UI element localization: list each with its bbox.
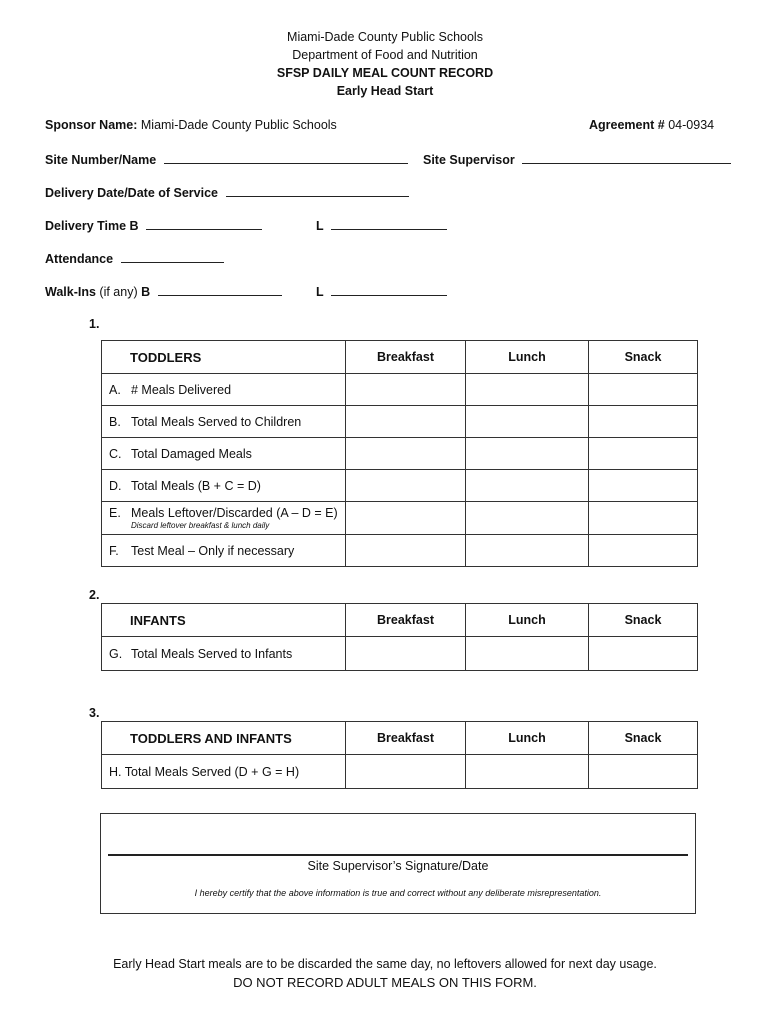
department-name: Department of Food and Nutrition <box>292 48 478 62</box>
lunch-cell[interactable] <box>466 637 589 671</box>
row-text: Total Meals (B + C = D) <box>131 478 261 493</box>
col-lunch: Lunch <box>466 341 589 374</box>
attendance-field <box>45 250 224 266</box>
walkins-label: Walk-Ins <box>45 285 96 299</box>
breakfast-cell[interactable] <box>346 535 466 567</box>
row-note: Discard leftover breakfast & lunch daily <box>131 521 270 530</box>
row-text: # Meals Delivered <box>131 382 232 397</box>
row-text: H. Total Meals Served (D + G = H) <box>109 764 300 779</box>
table-row <box>102 502 698 535</box>
breakfast-cell[interactable] <box>346 438 466 470</box>
col-lunch: Lunch <box>466 604 589 637</box>
col-lunch: Lunch <box>466 722 589 755</box>
combined-table <box>101 721 698 789</box>
breakfast-cell[interactable] <box>346 374 466 406</box>
snack-cell[interactable] <box>589 755 698 789</box>
lunch-cell[interactable] <box>466 374 589 406</box>
signature-line[interactable] <box>108 854 688 856</box>
col-snack: Snack <box>589 722 698 755</box>
supervisor-field <box>423 151 731 167</box>
breakfast-cell[interactable] <box>346 755 466 789</box>
attendance-input-line[interactable] <box>121 250 224 263</box>
delivery-time-l-field <box>316 217 447 233</box>
table-row <box>102 755 698 789</box>
breakfast-cell[interactable] <box>346 637 466 671</box>
lunch-cell[interactable] <box>466 755 589 789</box>
snack-cell[interactable] <box>589 502 698 535</box>
supervisor-input-line[interactable] <box>522 151 731 164</box>
breakfast-cell[interactable] <box>346 406 466 438</box>
lunch-cell[interactable] <box>466 470 589 502</box>
col-snack: Snack <box>589 341 698 374</box>
row-letter: E. <box>109 506 121 520</box>
section-2-number: 2. <box>89 588 100 602</box>
footer-warning: DO NOT RECORD ADULT MEALS ON THIS FORM. <box>233 975 537 990</box>
signature-label: Site Supervisor’s Signature/Date <box>307 859 489 873</box>
delivery-date-field <box>45 184 409 200</box>
breakfast-cell[interactable] <box>346 470 466 502</box>
table-row <box>102 535 698 567</box>
agreement-label: Agreement # <box>589 118 665 132</box>
supervisor-label: Site Supervisor <box>423 153 515 167</box>
snack-cell[interactable] <box>589 374 698 406</box>
delivery-time-field <box>45 217 262 233</box>
row-letter: C. <box>109 446 122 461</box>
combined-title: TODDLERS AND INFANTS <box>102 722 346 755</box>
row-label <box>102 535 346 567</box>
lunch-cell[interactable] <box>466 438 589 470</box>
row-label <box>102 374 346 406</box>
col-breakfast: Breakfast <box>346 341 466 374</box>
walkins-l-label: L <box>316 285 324 299</box>
attendance-label: Attendance <box>45 252 114 266</box>
agreement-value: 04-0934 <box>668 118 715 132</box>
snack-cell[interactable] <box>589 406 698 438</box>
table-row <box>102 637 698 671</box>
section-3-number: 3. <box>89 706 100 720</box>
row-letter: D. <box>109 478 122 493</box>
delivery-time-l-input-line[interactable] <box>331 217 447 230</box>
row-text: Total Meals Served to Infants <box>131 646 293 661</box>
signature-box <box>100 813 696 914</box>
row-label <box>102 470 346 502</box>
walkins-field <box>45 283 282 299</box>
col-breakfast: Breakfast <box>346 604 466 637</box>
row-label <box>102 406 346 438</box>
row-letter: F. <box>109 543 119 558</box>
row-label <box>102 438 346 470</box>
row-text: Test Meal – Only if necessary <box>131 543 295 558</box>
form-title: SFSP DAILY MEAL COUNT RECORD <box>276 66 494 80</box>
row-text: Total Damaged Meals <box>131 446 252 461</box>
row-letter: G. <box>109 646 123 661</box>
sponsor-field <box>45 118 337 132</box>
row-letter: A. <box>109 382 121 397</box>
table-header-row <box>102 341 698 374</box>
breakfast-cell[interactable] <box>346 502 466 535</box>
lunch-cell[interactable] <box>466 535 589 567</box>
delivery-time-b-input-line[interactable] <box>146 217 262 230</box>
walkins-l-field <box>316 283 447 299</box>
row-text: Total Meals Served to Children <box>131 414 302 429</box>
site-field <box>45 151 408 167</box>
toddlers-title: TODDLERS <box>102 341 346 374</box>
table-header-row <box>102 604 698 637</box>
delivery-time-label: Delivery Time B <box>45 219 139 233</box>
infants-table <box>101 603 698 671</box>
col-breakfast: Breakfast <box>346 722 466 755</box>
delivery-date-label: Delivery Date/Date of Service <box>45 186 219 200</box>
snack-cell[interactable] <box>589 438 698 470</box>
footer-note: Early Head Start meals are to be discarded the same day, no leftovers allowed for next day usage. <box>113 957 657 971</box>
lunch-cell[interactable] <box>466 406 589 438</box>
delivery-time-l-label: L <box>316 219 324 233</box>
agreement-field <box>589 118 714 132</box>
walkins-b-input-line[interactable] <box>158 283 282 296</box>
section-1-number: 1. <box>89 317 100 331</box>
row-label <box>102 637 346 671</box>
row-label <box>102 502 346 535</box>
col-snack: Snack <box>589 604 698 637</box>
snack-cell[interactable] <box>589 637 698 671</box>
table-row <box>102 374 698 406</box>
lunch-cell[interactable] <box>466 502 589 535</box>
site-input-line[interactable] <box>164 151 408 164</box>
site-label: Site Number/Name <box>45 153 157 167</box>
sponsor-value: Miami-Dade County Public Schools <box>140 118 337 132</box>
table-row <box>102 438 698 470</box>
snack-cell[interactable] <box>589 470 698 502</box>
snack-cell[interactable] <box>589 535 698 567</box>
delivery-date-input-line[interactable] <box>226 184 409 197</box>
walkins-l-input-line[interactable] <box>331 283 447 296</box>
walkins-paren: (if any) <box>99 285 138 299</box>
table-row <box>102 470 698 502</box>
org-name: Miami-Dade County Public Schools <box>287 30 483 44</box>
table-row <box>102 406 698 438</box>
row-label <box>102 755 346 789</box>
sponsor-label: Sponsor Name: <box>45 118 138 132</box>
table-header-row <box>102 722 698 755</box>
toddlers-table <box>101 340 698 567</box>
row-text: Meals Leftover/Discarded (A – D = E) <box>131 506 338 520</box>
program-name: Early Head Start <box>336 84 434 98</box>
row-letter: B. <box>109 414 121 429</box>
infants-title: INFANTS <box>102 604 346 637</box>
certify-text: I hereby certify that the above information is true and correct without any deliberate misrepresentation. <box>194 888 602 898</box>
walkins-b-label: B <box>141 285 151 299</box>
